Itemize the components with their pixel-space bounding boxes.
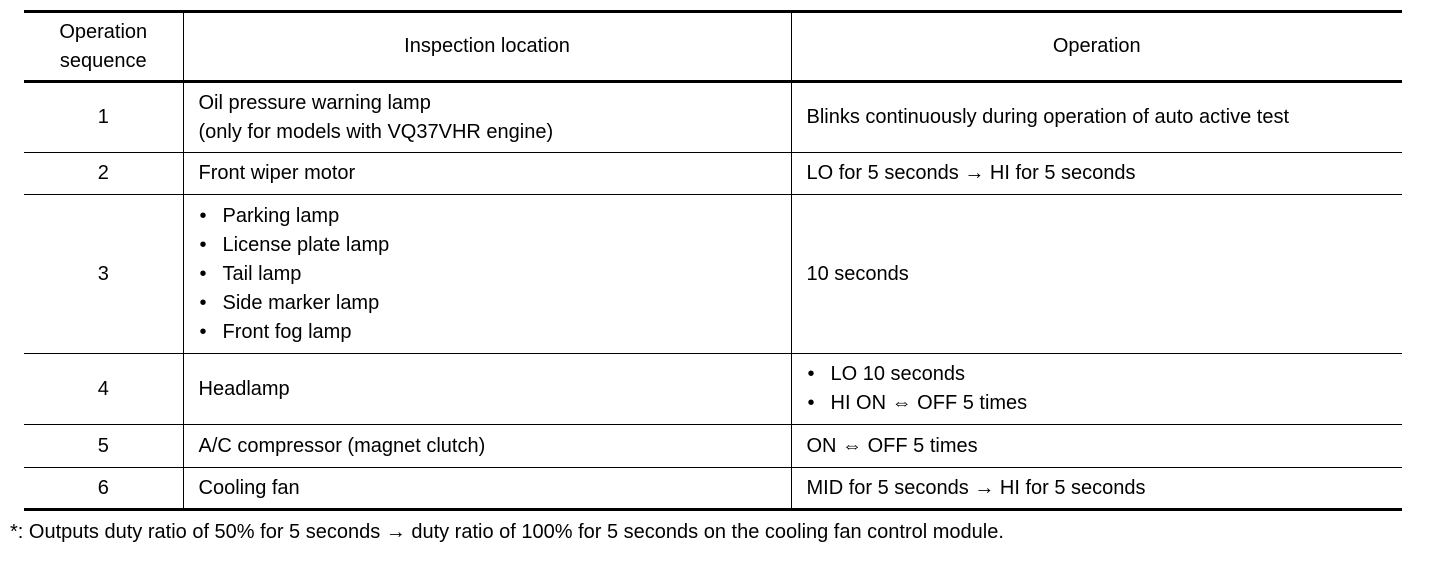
list-item: • Parking lamp	[199, 202, 791, 231]
operation-cell	[791, 153, 1402, 195]
inspection-location-cell	[183, 468, 791, 510]
header-operation-sequence-line1: Operation	[59, 20, 148, 43]
operation-line: MID for 5 seconds → HI for 5 seconds	[806, 476, 1146, 499]
operation-line: ON ⇔ OFF 5 times	[806, 434, 978, 457]
table-row	[24, 195, 1402, 354]
header-operation-sequence-line2: sequence	[59, 49, 147, 72]
location-line: Oil pressure warning lamp	[198, 91, 431, 114]
operation-line: 10 seconds	[806, 262, 909, 285]
auto-active-test-table	[24, 10, 1402, 511]
operation-bullet-list	[807, 360, 1403, 418]
header-operation: Operation	[791, 12, 1402, 82]
table-row	[24, 153, 1402, 195]
inspection-location-cell	[183, 354, 791, 425]
operation-cell	[791, 354, 1402, 425]
sequence-cell: 6	[24, 468, 183, 510]
list-item: • Side marker lamp	[199, 289, 791, 318]
location-line: (only for models with VQ37VHR engine)	[198, 120, 554, 143]
inspection-location-cell	[183, 82, 791, 153]
location-line: Cooling fan	[198, 476, 300, 499]
operation-cell	[791, 468, 1402, 510]
inspection-location-cell	[183, 153, 791, 195]
location-line: Headlamp	[198, 377, 290, 400]
header-inspection-location: Inspection location	[183, 12, 791, 82]
sequence-cell: 5	[24, 425, 183, 468]
location-line: A/C compressor (magnet clutch)	[198, 434, 486, 457]
operation-line: LO for 5 seconds → HI for 5 seconds	[806, 162, 1136, 184]
table-row	[24, 82, 1402, 153]
table-row	[24, 425, 1402, 468]
operation-line: Blinks continuously during operation of auto active test	[806, 106, 1290, 128]
inspection-location-cell	[183, 195, 791, 354]
list-item: • HI ON ⇔ OFF 5 times	[807, 389, 1403, 418]
list-item: • LO 10 seconds	[807, 360, 1403, 389]
table-header-row	[24, 12, 1402, 82]
sequence-cell: 4	[24, 354, 183, 425]
list-item: • Tail lamp	[199, 260, 791, 289]
list-item: • License plate lamp	[199, 231, 791, 260]
location-line: Front wiper motor	[198, 162, 356, 184]
sequence-cell: 1	[24, 82, 183, 153]
list-item: • Front fog lamp	[199, 318, 791, 347]
sequence-cell: 2	[24, 153, 183, 195]
sequence-cell: 3	[24, 195, 183, 354]
operation-cell	[791, 425, 1402, 468]
table-row	[24, 468, 1402, 510]
location-bullet-list	[199, 202, 791, 347]
operation-cell	[791, 195, 1402, 354]
inspection-location-cell	[183, 425, 791, 468]
operation-cell	[791, 82, 1402, 153]
table-row	[24, 354, 1402, 425]
inspection-table-container	[24, 10, 1402, 511]
footnote: *: Outputs duty ratio of 50% for 5 seconds → duty ratio of 100% for 5 seconds on the cooling fan control module.	[10, 521, 1004, 543]
header-operation-sequence	[24, 12, 183, 82]
